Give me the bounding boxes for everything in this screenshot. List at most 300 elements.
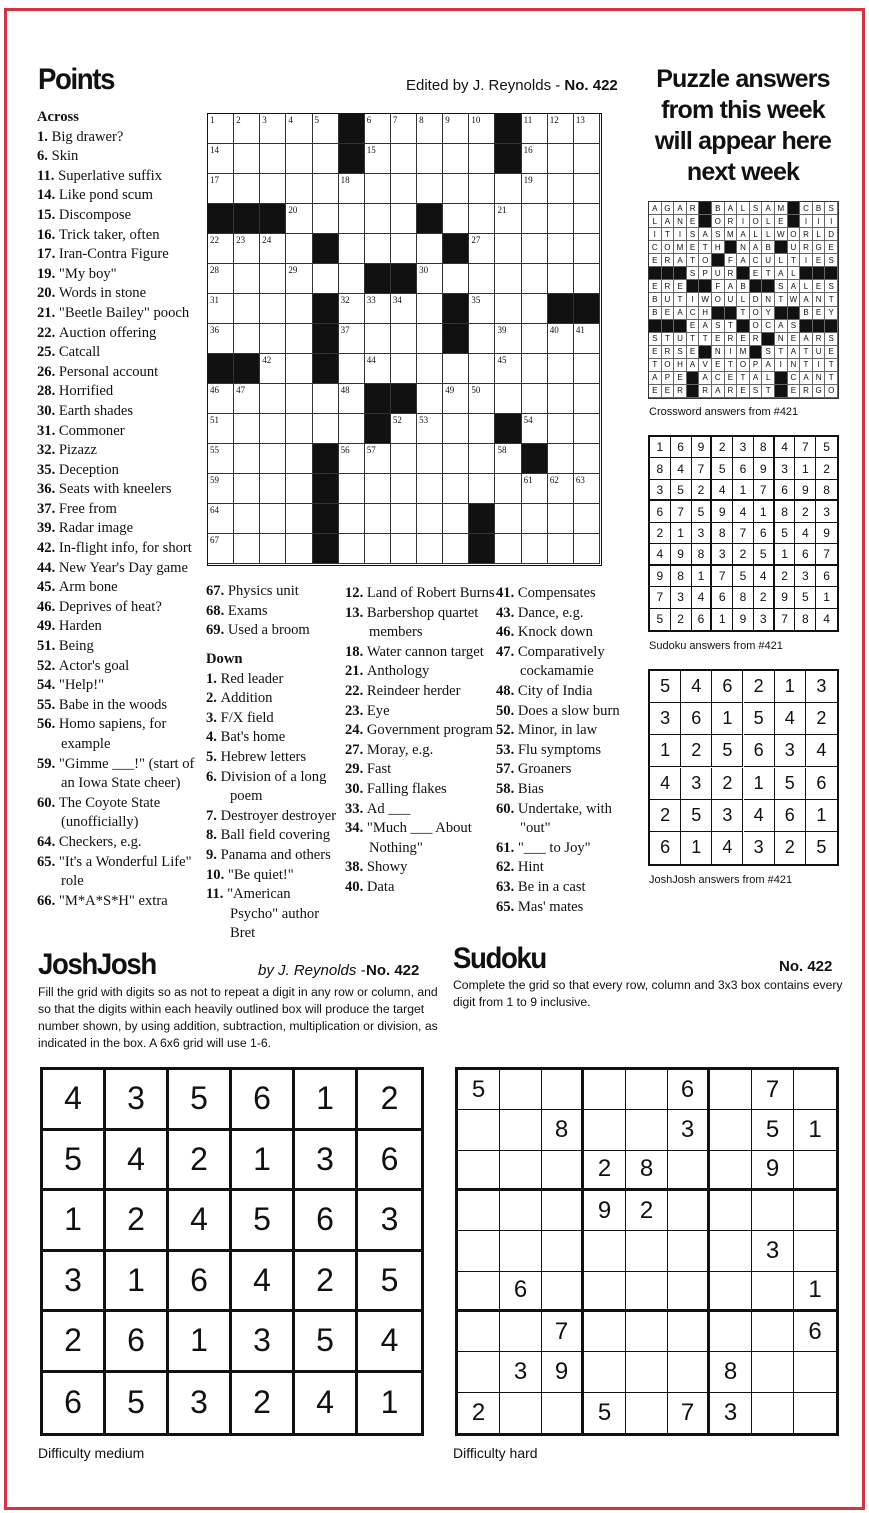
sudoku-grid[interactable] bbox=[455, 1067, 839, 1436]
crossword-cell[interactable] bbox=[495, 294, 521, 324]
sudoku-cell[interactable] bbox=[626, 1272, 668, 1312]
joshjosh-cell[interactable]: 5 bbox=[169, 1070, 232, 1131]
crossword-cell[interactable] bbox=[522, 324, 548, 354]
answer-letter: E bbox=[649, 254, 662, 267]
clue: 8. Ball field covering bbox=[206, 827, 331, 844]
joshjosh-cell[interactable]: 2 bbox=[169, 1131, 232, 1192]
sudoku-cell[interactable] bbox=[710, 1312, 752, 1352]
sudoku-cell[interactable] bbox=[626, 1352, 668, 1392]
crossword-cell[interactable] bbox=[365, 204, 391, 234]
crossword-cell[interactable] bbox=[391, 354, 417, 384]
answer-sudoku-cell: 7 bbox=[733, 523, 754, 544]
crossword-cell[interactable] bbox=[574, 234, 600, 264]
crossword-cell[interactable] bbox=[234, 444, 260, 474]
crossword-cell[interactable] bbox=[391, 474, 417, 504]
crossword-cell[interactable] bbox=[495, 234, 521, 264]
sudoku-cell[interactable] bbox=[794, 1070, 836, 1110]
crossword-cell[interactable] bbox=[260, 414, 286, 444]
sudoku-cell[interactable] bbox=[542, 1191, 584, 1231]
crossword-cell[interactable] bbox=[548, 354, 574, 384]
joshjosh-cell[interactable]: 6 bbox=[232, 1070, 295, 1131]
crossword-cell[interactable] bbox=[234, 474, 260, 504]
sudoku-cell[interactable]: 3 bbox=[710, 1393, 752, 1433]
crossword-cell[interactable] bbox=[469, 354, 495, 384]
crossword-cell[interactable] bbox=[313, 384, 339, 414]
sudoku-cell[interactable] bbox=[710, 1070, 752, 1110]
crossword-cell[interactable] bbox=[574, 534, 600, 564]
crossword-cell[interactable] bbox=[391, 234, 417, 264]
joshjosh-cell[interactable]: 4 bbox=[295, 1373, 358, 1434]
answer-sudoku-cell: 3 bbox=[775, 458, 796, 479]
answer-letter: T bbox=[762, 385, 775, 398]
crossword-cell[interactable] bbox=[313, 204, 339, 234]
joshjosh-cell[interactable]: 5 bbox=[43, 1131, 106, 1192]
joshjosh-instructions: Fill the grid with digits so as not to repeat a digit in any row or column, and so that the digits within each heavily outlined box will produce the target number shown, by using addition, subtraction, multiplication or division, as indicated in the box. A 6x6 grid will use 1-6. bbox=[38, 985, 438, 1050]
sudoku-cell[interactable] bbox=[668, 1312, 710, 1352]
crossword-cell[interactable] bbox=[234, 324, 260, 354]
crossword-cell[interactable] bbox=[260, 294, 286, 324]
sudoku-cell[interactable] bbox=[710, 1110, 752, 1150]
crossword-cell[interactable] bbox=[548, 504, 574, 534]
sudoku-cell[interactable]: 2 bbox=[626, 1191, 668, 1231]
crossword-cell[interactable] bbox=[365, 504, 391, 534]
sudoku-cell[interactable] bbox=[542, 1393, 584, 1433]
crossword-cell[interactable] bbox=[313, 414, 339, 444]
answer-letter: S bbox=[674, 346, 687, 359]
clue: 62. Hint bbox=[496, 859, 544, 876]
crossword-cell[interactable] bbox=[286, 234, 312, 264]
sudoku-cell[interactable] bbox=[794, 1191, 836, 1231]
sudoku-cell[interactable] bbox=[752, 1272, 794, 1312]
answer-letter: U bbox=[788, 241, 801, 254]
sudoku-cell[interactable]: 8 bbox=[710, 1352, 752, 1392]
sudoku-cell[interactable] bbox=[710, 1151, 752, 1191]
crossword-cell[interactable] bbox=[469, 264, 495, 294]
crossword-cell[interactable] bbox=[260, 324, 286, 354]
crossword-cell[interactable] bbox=[365, 234, 391, 264]
crossword-cell[interactable] bbox=[339, 234, 365, 264]
answers-heading-line: from this week bbox=[661, 96, 825, 124]
sudoku-cell[interactable] bbox=[794, 1393, 836, 1433]
crossword-cell[interactable] bbox=[286, 474, 312, 504]
joshjosh-cell[interactable]: 3 bbox=[106, 1070, 169, 1131]
crossword-cell[interactable] bbox=[574, 384, 600, 414]
sudoku-cell[interactable]: 1 bbox=[794, 1272, 836, 1312]
crossword-cell[interactable] bbox=[443, 204, 469, 234]
joshjosh-cell[interactable]: 4 bbox=[232, 1252, 295, 1313]
answer-sudoku-cell: 8 bbox=[775, 501, 796, 522]
answer-sudoku-cell: 4 bbox=[650, 544, 671, 565]
crossword-cell[interactable] bbox=[391, 174, 417, 204]
sudoku-cell[interactable] bbox=[710, 1191, 752, 1231]
crossword-cell[interactable] bbox=[522, 534, 548, 564]
joshjosh-cell[interactable]: 5 bbox=[295, 1312, 358, 1373]
sudoku-cell[interactable] bbox=[668, 1272, 710, 1312]
clue: 63. Be in a cast bbox=[496, 878, 586, 895]
crossword-cell[interactable] bbox=[417, 144, 443, 174]
crossword-cell[interactable] bbox=[260, 444, 286, 474]
sudoku-cell[interactable] bbox=[500, 1110, 542, 1150]
sudoku-cell[interactable] bbox=[584, 1110, 626, 1150]
sudoku-cell[interactable] bbox=[584, 1272, 626, 1312]
joshjosh-cell[interactable]: 1 bbox=[380, 1384, 399, 1421]
sudoku-cell[interactable]: 1 bbox=[794, 1110, 836, 1150]
crossword-cell[interactable] bbox=[574, 264, 600, 294]
crossword-cell[interactable] bbox=[286, 534, 312, 564]
crossword-cell[interactable] bbox=[260, 384, 286, 414]
crossword-block bbox=[313, 324, 339, 354]
crossword-block bbox=[417, 204, 443, 234]
crossword-cell[interactable] bbox=[286, 384, 312, 414]
crossword-cell[interactable] bbox=[234, 534, 260, 564]
sudoku-cell[interactable] bbox=[500, 1191, 542, 1231]
sudoku-cell[interactable] bbox=[542, 1272, 584, 1312]
sudoku-cell[interactable]: 9 bbox=[542, 1352, 584, 1392]
answer-letter: A bbox=[649, 202, 662, 215]
joshjosh-cell[interactable]: 2 bbox=[106, 1191, 169, 1252]
sudoku-cell[interactable] bbox=[752, 1393, 794, 1433]
joshjosh-cell[interactable]: 3 bbox=[295, 1131, 358, 1192]
crossword-cell[interactable] bbox=[391, 504, 417, 534]
sudoku-cell[interactable] bbox=[668, 1191, 710, 1231]
crossword-cell[interactable] bbox=[495, 264, 521, 294]
sudoku-cell[interactable]: 3 bbox=[668, 1110, 710, 1150]
joshjosh-cell[interactable]: 6 bbox=[106, 1312, 169, 1373]
sudoku-cell[interactable] bbox=[626, 1110, 668, 1150]
crossword-cell[interactable] bbox=[391, 204, 417, 234]
crossword-cell[interactable] bbox=[469, 444, 495, 474]
crossword-cell[interactable] bbox=[443, 474, 469, 504]
crossword-cell[interactable] bbox=[495, 174, 521, 204]
joshjosh-cell[interactable]: 6 bbox=[169, 1252, 232, 1313]
sudoku-cell[interactable] bbox=[710, 1272, 752, 1312]
joshjosh-cell[interactable]: 6 bbox=[295, 1191, 358, 1252]
sudoku-cell[interactable]: 5 bbox=[584, 1393, 626, 1433]
sudoku-cell[interactable] bbox=[458, 1151, 500, 1191]
sudoku-cell[interactable]: 7 bbox=[752, 1070, 794, 1110]
crossword-cell[interactable] bbox=[417, 504, 443, 534]
crossword-cell[interactable] bbox=[260, 474, 286, 504]
sudoku-cell[interactable] bbox=[668, 1352, 710, 1392]
answer-sudoku-cell: 9 bbox=[795, 480, 816, 501]
answer-letter: B bbox=[649, 307, 662, 320]
crossword-cell[interactable] bbox=[574, 174, 600, 204]
crossword-cell[interactable] bbox=[417, 474, 443, 504]
sudoku-cell[interactable] bbox=[584, 1352, 626, 1392]
crossword-cell[interactable] bbox=[417, 234, 443, 264]
sudoku-cell[interactable]: 6 bbox=[794, 1312, 836, 1352]
crossword-cell[interactable] bbox=[469, 324, 495, 354]
sudoku-cell[interactable] bbox=[458, 1352, 500, 1392]
crossword-cell[interactable] bbox=[443, 354, 469, 384]
crossword-cell[interactable] bbox=[574, 414, 600, 444]
crossword-cell[interactable] bbox=[234, 144, 260, 174]
crossword-cell[interactable] bbox=[313, 144, 339, 174]
crossword-cell[interactable] bbox=[495, 534, 521, 564]
answer-joshjosh-cell: 3 bbox=[806, 671, 837, 703]
sudoku-cell[interactable] bbox=[458, 1312, 500, 1352]
sudoku-cell[interactable] bbox=[794, 1352, 836, 1392]
crossword-cell[interactable] bbox=[495, 384, 521, 414]
sudoku-cell[interactable]: 7 bbox=[542, 1312, 584, 1352]
crossword-cell[interactable] bbox=[469, 204, 495, 234]
joshjosh-cell[interactable]: 1 bbox=[43, 1191, 106, 1252]
crossword-cell[interactable] bbox=[339, 414, 365, 444]
joshjosh-cell[interactable]: 1 bbox=[106, 1252, 169, 1313]
crossword-cell[interactable] bbox=[443, 534, 469, 564]
sudoku-cell[interactable] bbox=[626, 1312, 668, 1352]
crossword-cell[interactable] bbox=[234, 174, 260, 204]
sudoku-cell[interactable]: 3 bbox=[752, 1231, 794, 1271]
crossword-cell[interactable] bbox=[339, 354, 365, 384]
crossword-cell[interactable] bbox=[286, 354, 312, 384]
sudoku-cell[interactable] bbox=[794, 1231, 836, 1271]
joshjosh-cell[interactable]: 2 bbox=[358, 1070, 421, 1131]
answer-joshjosh-cell: 4 bbox=[650, 768, 681, 800]
answer-letter: O bbox=[699, 254, 712, 267]
joshjosh-cell[interactable]: 2 bbox=[232, 1373, 295, 1434]
crossword-cell[interactable] bbox=[286, 174, 312, 204]
crossword-cell[interactable] bbox=[443, 264, 469, 294]
crossword-cell[interactable] bbox=[286, 414, 312, 444]
crossword-cell[interactable] bbox=[443, 144, 469, 174]
clue: 6. Division of a long poem bbox=[206, 768, 327, 805]
joshjosh-cell[interactable]: 1 bbox=[232, 1131, 295, 1192]
answer-sudoku-cell: 9 bbox=[712, 501, 733, 522]
sudoku-cell[interactable] bbox=[500, 1312, 542, 1352]
sudoku-cell[interactable] bbox=[500, 1231, 542, 1271]
crossword-grid[interactable] bbox=[207, 113, 602, 566]
crossword-cell[interactable] bbox=[548, 144, 574, 174]
crossword-clue-number: 42 bbox=[262, 355, 272, 365]
crossword-cell[interactable] bbox=[443, 504, 469, 534]
sudoku-cell[interactable] bbox=[584, 1231, 626, 1271]
crossword-cell[interactable] bbox=[260, 534, 286, 564]
answer-letter: L bbox=[800, 280, 813, 293]
sudoku-cell[interactable]: 8 bbox=[626, 1151, 668, 1191]
crossword-cell[interactable] bbox=[365, 474, 391, 504]
sudoku-cell[interactable] bbox=[500, 1070, 542, 1110]
crossword-cell[interactable] bbox=[339, 504, 365, 534]
crossword-cell[interactable] bbox=[260, 264, 286, 294]
joshjosh-cell[interactable]: 4 bbox=[106, 1131, 169, 1192]
joshjosh-cell[interactable]: 1 bbox=[169, 1312, 232, 1373]
sudoku-cell[interactable]: 3 bbox=[500, 1352, 542, 1392]
joshjosh-cell[interactable]: 1 bbox=[295, 1070, 358, 1131]
joshjosh-cell[interactable]: 6 bbox=[358, 1131, 421, 1192]
crossword-cell[interactable] bbox=[522, 264, 548, 294]
crossword-cell[interactable] bbox=[286, 144, 312, 174]
sudoku-cell[interactable]: 6 bbox=[668, 1070, 710, 1110]
crossword-cell[interactable] bbox=[548, 174, 574, 204]
sudoku-cell[interactable] bbox=[710, 1231, 752, 1271]
crossword-cell[interactable] bbox=[339, 534, 365, 564]
joshjosh-cell[interactable]: 3 bbox=[43, 1252, 106, 1313]
crossword-cell[interactable] bbox=[548, 534, 574, 564]
crossword-cell[interactable] bbox=[495, 504, 521, 534]
crossword-cell[interactable] bbox=[417, 294, 443, 324]
sudoku-cell[interactable] bbox=[584, 1312, 626, 1352]
crossword-cell[interactable] bbox=[522, 234, 548, 264]
sudoku-cell[interactable]: 9 bbox=[752, 1151, 794, 1191]
crossword-cell[interactable] bbox=[443, 174, 469, 204]
sudoku-cell[interactable]: 6 bbox=[500, 1272, 542, 1312]
joshjosh-cell[interactable]: 2 bbox=[295, 1252, 358, 1313]
joshjosh-cell[interactable]: 3 bbox=[169, 1373, 232, 1434]
sudoku-cell[interactable] bbox=[668, 1151, 710, 1191]
sudoku-cell[interactable] bbox=[458, 1110, 500, 1150]
sudoku-cell[interactable]: 5 bbox=[458, 1070, 500, 1110]
joshjosh-cell[interactable]: 2 bbox=[43, 1312, 106, 1373]
sudoku-cell[interactable] bbox=[752, 1191, 794, 1231]
crossword-cell[interactable] bbox=[260, 144, 286, 174]
crossword-cell[interactable] bbox=[574, 444, 600, 474]
answer-sudoku-cell: 2 bbox=[754, 587, 775, 608]
sudoku-cell[interactable] bbox=[626, 1070, 668, 1110]
crossword-cell[interactable] bbox=[417, 444, 443, 474]
crossword-cell[interactable] bbox=[417, 354, 443, 384]
crossword-cell[interactable] bbox=[548, 264, 574, 294]
crossword-cell[interactable] bbox=[286, 324, 312, 354]
crossword-cell[interactable] bbox=[469, 474, 495, 504]
crossword-cell[interactable] bbox=[417, 534, 443, 564]
joshjosh-cell[interactable]: 4 bbox=[43, 1070, 106, 1131]
crossword-cell[interactable] bbox=[469, 414, 495, 444]
joshjosh-cell[interactable]: 5 bbox=[106, 1373, 169, 1434]
sudoku-cell[interactable] bbox=[626, 1393, 668, 1433]
joshjosh-grid[interactable] bbox=[40, 1067, 424, 1436]
answer-letter: U bbox=[725, 293, 738, 306]
crossword-cell[interactable] bbox=[391, 444, 417, 474]
crossword-clue-number: 55 bbox=[210, 445, 219, 455]
crossword-cell[interactable] bbox=[495, 474, 521, 504]
answer-letter: E bbox=[737, 333, 750, 346]
clue: 54. "Help!" bbox=[37, 677, 105, 694]
sudoku-cell[interactable] bbox=[458, 1191, 500, 1231]
crossword-cell[interactable] bbox=[313, 264, 339, 294]
sudoku-cell[interactable]: 5 bbox=[752, 1110, 794, 1150]
crossword-cell[interactable] bbox=[286, 504, 312, 534]
crossword-cell[interactable] bbox=[339, 264, 365, 294]
sudoku-cell[interactable]: 2 bbox=[584, 1151, 626, 1191]
crossword-cell[interactable] bbox=[417, 384, 443, 414]
crossword-cell[interactable] bbox=[443, 444, 469, 474]
crossword-cell[interactable] bbox=[234, 414, 260, 444]
crossword-cell[interactable] bbox=[548, 444, 574, 474]
sudoku-cell[interactable] bbox=[626, 1231, 668, 1271]
crossword-cell[interactable] bbox=[234, 504, 260, 534]
answer-letter: E bbox=[825, 346, 838, 359]
sudoku-cell[interactable] bbox=[500, 1151, 542, 1191]
crossword-cell[interactable] bbox=[548, 234, 574, 264]
clue: 4. Bat's home bbox=[206, 729, 286, 746]
sudoku-cell[interactable] bbox=[542, 1151, 584, 1191]
answer-letter: S bbox=[687, 267, 700, 280]
crossword-cell[interactable] bbox=[260, 504, 286, 534]
joshjosh-cell[interactable]: 5 bbox=[358, 1252, 421, 1313]
sudoku-cell[interactable] bbox=[500, 1393, 542, 1433]
crossword-cell[interactable] bbox=[286, 444, 312, 474]
crossword-cell[interactable] bbox=[548, 414, 574, 444]
answer-joshjosh-cell: 4 bbox=[775, 703, 806, 735]
crossword-clue-number: 47 bbox=[236, 385, 246, 395]
sudoku-cell[interactable]: 2 bbox=[458, 1393, 500, 1433]
sudoku-cell[interactable]: 8 bbox=[542, 1110, 584, 1150]
crossword-cell[interactable] bbox=[365, 174, 391, 204]
crossword-cell[interactable] bbox=[522, 504, 548, 534]
sudoku-cell[interactable] bbox=[752, 1312, 794, 1352]
joshjosh-cell[interactable]: 3 bbox=[232, 1312, 295, 1373]
crossword-cell[interactable] bbox=[417, 174, 443, 204]
crossword-cell[interactable] bbox=[234, 264, 260, 294]
joshjosh-cell[interactable]: 6 bbox=[43, 1373, 106, 1434]
crossword-cell[interactable] bbox=[339, 474, 365, 504]
sudoku-cell[interactable] bbox=[752, 1352, 794, 1392]
crossword-cell[interactable] bbox=[522, 354, 548, 384]
answer-letter: C bbox=[788, 372, 801, 385]
sudoku-cell[interactable] bbox=[458, 1231, 500, 1271]
joshjosh-cell[interactable]: 3 bbox=[358, 1191, 421, 1252]
crossword-cell[interactable] bbox=[260, 174, 286, 204]
crossword-cell[interactable] bbox=[469, 144, 495, 174]
crossword-clue-number: 20 bbox=[288, 205, 298, 215]
sudoku-cell[interactable] bbox=[794, 1151, 836, 1191]
answer-letter: I bbox=[649, 228, 662, 241]
joshjosh-cell[interactable]: 4 bbox=[169, 1191, 232, 1252]
crossword-cell[interactable] bbox=[391, 324, 417, 354]
crossword-cell[interactable] bbox=[522, 384, 548, 414]
crossword-cell[interactable] bbox=[417, 324, 443, 354]
crossword-cell[interactable] bbox=[391, 534, 417, 564]
sudoku-cell[interactable] bbox=[542, 1070, 584, 1110]
sudoku-cell[interactable] bbox=[542, 1231, 584, 1271]
sudoku-cell[interactable] bbox=[584, 1070, 626, 1110]
joshjosh-cell[interactable]: 5 bbox=[232, 1191, 295, 1252]
clue: 10. "Be quiet!" bbox=[206, 866, 294, 883]
crossword-cell[interactable] bbox=[574, 204, 600, 234]
crossword-cell[interactable] bbox=[313, 174, 339, 204]
crossword-cell[interactable] bbox=[548, 384, 574, 414]
crossword-cell[interactable] bbox=[286, 294, 312, 324]
sudoku-cell[interactable]: 7 bbox=[668, 1393, 710, 1433]
crossword-cell[interactable] bbox=[522, 204, 548, 234]
sudoku-cell[interactable] bbox=[458, 1272, 500, 1312]
answer-sudoku-cell: 8 bbox=[671, 566, 692, 587]
joshjosh-cell[interactable]: 4 bbox=[358, 1312, 421, 1373]
crossword-cell[interactable] bbox=[443, 414, 469, 444]
crossword-cell[interactable] bbox=[522, 294, 548, 324]
clue: 24. Government program bbox=[345, 722, 493, 739]
crossword-cell[interactable] bbox=[339, 204, 365, 234]
clue: 21. "Beetle Bailey" pooch bbox=[37, 304, 190, 321]
clue: 6. Skin bbox=[37, 148, 79, 165]
sudoku-number: No. 422 bbox=[779, 958, 833, 975]
sudoku-cell[interactable]: 9 bbox=[584, 1191, 626, 1231]
crossword-cell[interactable] bbox=[469, 174, 495, 204]
crossword-cell[interactable] bbox=[391, 144, 417, 174]
crossword-cell[interactable] bbox=[574, 354, 600, 384]
answer-sudoku-grid bbox=[648, 435, 839, 632]
crossword-cell[interactable] bbox=[365, 324, 391, 354]
crossword-cell[interactable] bbox=[574, 504, 600, 534]
crossword-cell[interactable] bbox=[234, 294, 260, 324]
answer-block bbox=[775, 372, 788, 385]
sudoku-cell[interactable] bbox=[668, 1231, 710, 1271]
crossword-cell[interactable] bbox=[574, 144, 600, 174]
crossword-cell[interactable] bbox=[548, 204, 574, 234]
crossword-cell[interactable] bbox=[365, 534, 391, 564]
answer-letter: A bbox=[800, 333, 813, 346]
